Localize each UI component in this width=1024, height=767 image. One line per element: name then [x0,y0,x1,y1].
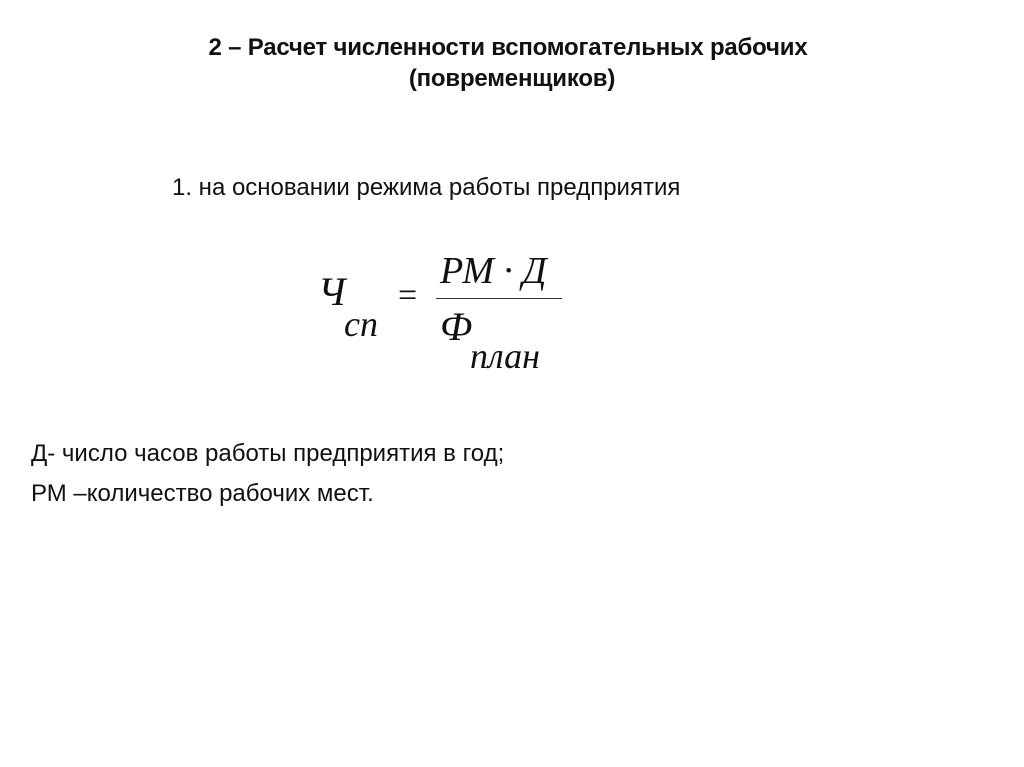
formula-numerator: РМ · Д [440,250,547,292]
method-heading: 1. на основании режима работы предприятия [172,174,681,201]
slide-title-line-1: 2 – Расчет численности вспомогательных рабочих [208,34,808,61]
variable-definitions [31,434,504,514]
definition-d: Д- число часов работы предприятия в год; [31,440,505,467]
formula-lhs-subscript: сп [344,304,378,344]
slide-title-line-2: (повременщиков) [408,65,616,92]
formula-lhs: Ч [318,269,346,314]
formula-fraction-bar [436,298,562,299]
formula-denominator: Ф [440,304,473,349]
formula-equals-sign: = [398,277,418,314]
definition-rm: РМ –количество рабочих мест. [31,480,374,507]
formula-denominator-subscript: план [470,336,540,376]
